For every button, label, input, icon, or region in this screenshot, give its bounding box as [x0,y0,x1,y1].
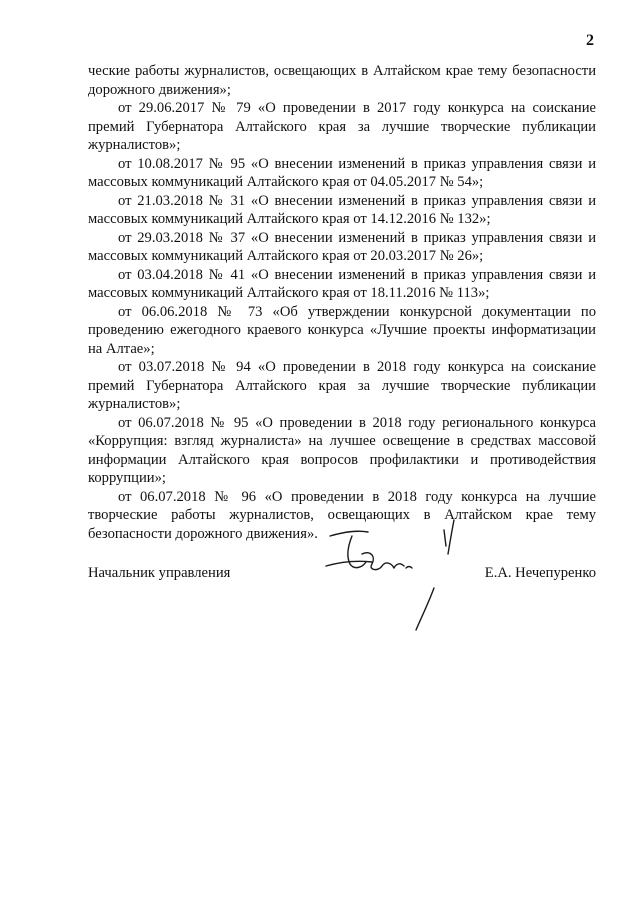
paragraph-order-41: от 03.04.2018 № 41 «О внесении изменений в приказ управления связи и массовых коммуникаций Алтайского края от 18.11.2016 № 113»; [88,266,596,301]
paragraph-order-37: от 29.03.2018 № 37 «О внесении изменений в приказ управления связи и массовых коммуникаций Алтайского края от 20.03.2017 № 26»; [88,229,596,264]
signatory-name: Е.А. Нечепуренко [484,565,596,581]
handwritten-signature [322,510,472,640]
paragraph-order-96: от 06.07.2018 № 96 «О проведении в 2018 году конкурса на лучшие творческие работы журналистов, освещающих в Алтайском крае тему безопасности дорожного движения». [88,488,596,542]
paragraph-order-95-2018: от 06.07.2018 № 95 «О проведении в 2018 году регионального конкурса «Коррупция: взгляд журналиста» на лучшее освещение в средствах массовой информации Алтайского края вопросов профилактики и противодействия коррупции»; [88,414,596,486]
paragraph-order-79: от 29.06.2017 № 79 «О проведении в 2017 году конкурса на соискание премий Губернатора Алтайского края за лучшие творческие публикации журналистов»; [88,100,596,153]
signatory-position: Начальник управления [88,565,231,581]
paragraph-order-94: от 03.07.2018 № 94 «О проведении в 2018 году конкурса на соискание премий Губернатора Алтайского края за лучшие творческие публикации журналистов»; [88,359,596,412]
paragraph-order-73: от 06.06.2018 № 73 «Об утверждении конкурсной документации по проведению ежегодного краевого конкурса «Лучшие проекты информатизации на Алтае»; [88,303,596,357]
paragraph-order-31: от 21.03.2018 № 31 «О внесении изменений в приказ управления связи и массовых коммуникаций Алтайского края от 14.12.2016 № 132»; [88,192,596,227]
paragraph-order-95-2017: от 10.08.2017 № 95 «О внесении изменений в приказ управления связи и массовых коммуникаций Алтайского края от 04.05.2017 № 54»; [88,155,596,190]
page-number: 2 [586,32,594,49]
document-body [88,62,596,543]
paragraph-continuation: ческие работы журналистов, освещающих в Алтайском крае тему безопасности дорожного движения»; [88,63,596,98]
